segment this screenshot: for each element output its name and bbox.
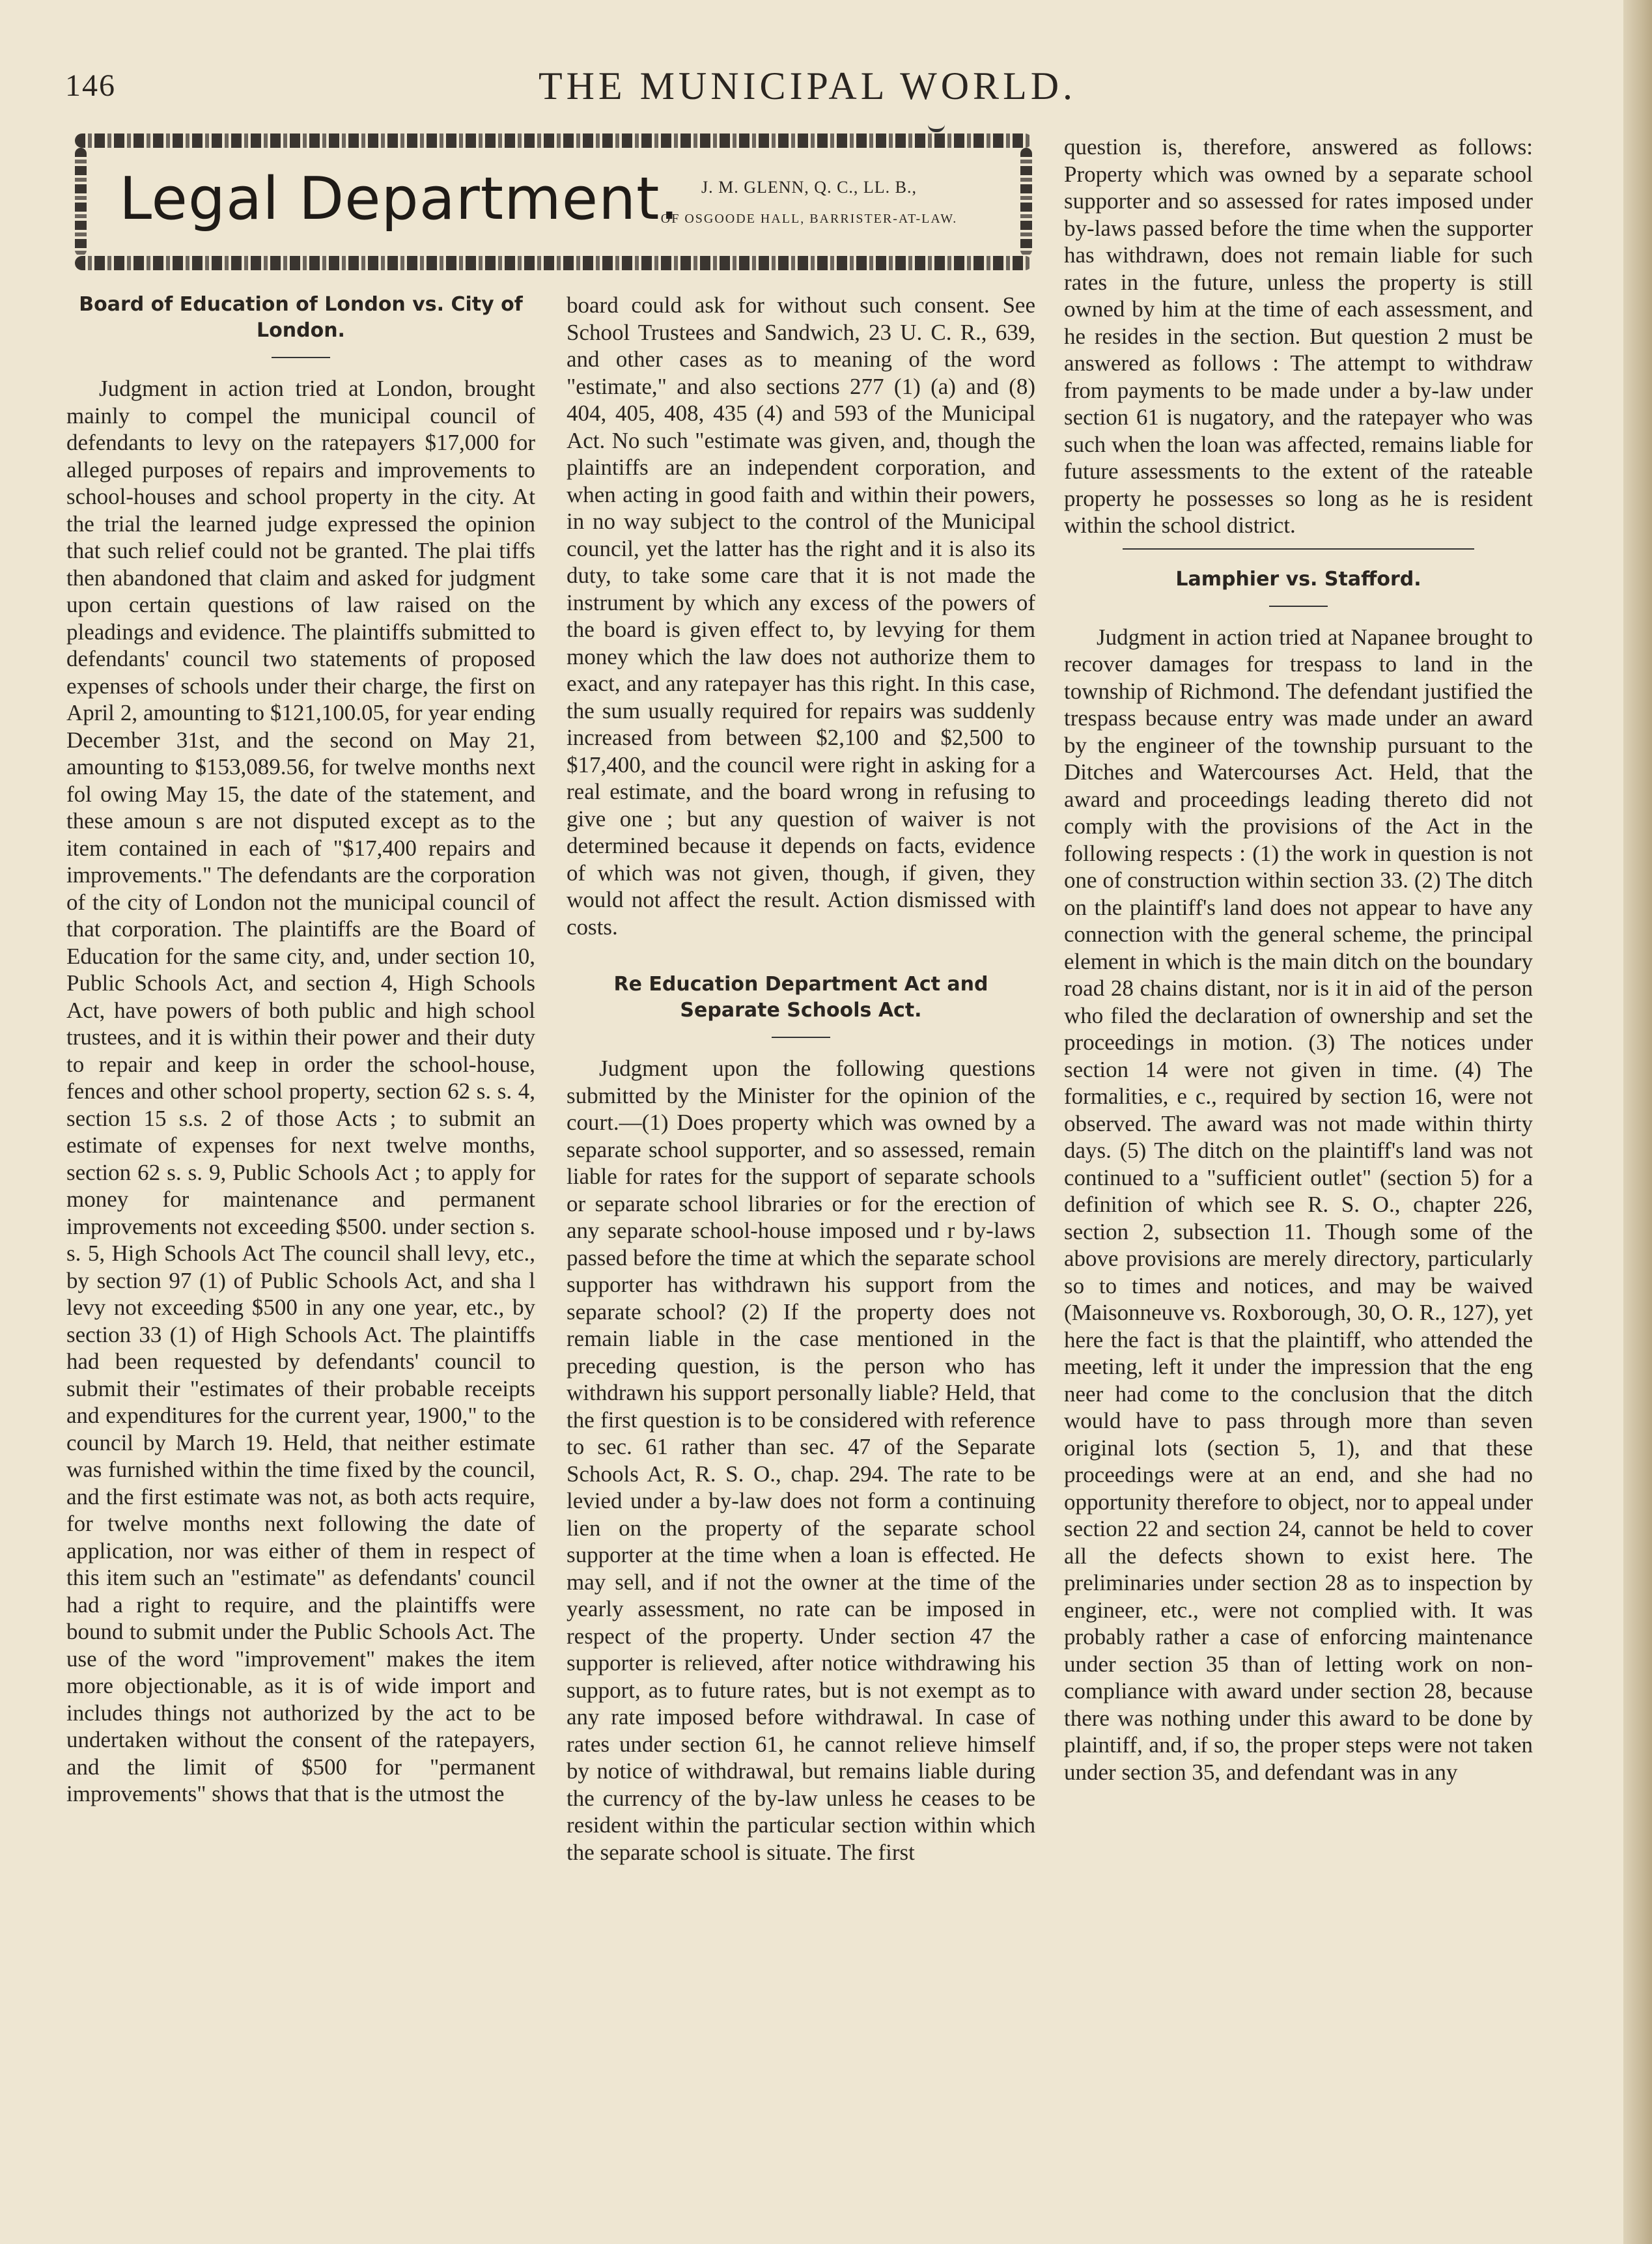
case-heading-lamphier: Lamphier vs. Stafford. (1175, 567, 1421, 591)
department-credential: OF OSGOODE HALL, BARRISTER-AT-LAW. (660, 212, 958, 226)
department-banner (75, 133, 1032, 270)
header-ornament (928, 121, 945, 132)
column-2 (567, 292, 1035, 2213)
banner-border-top (75, 133, 1032, 148)
case-body-separate-schools: Judgment upon the following questions submitted by the Minister for the opinion of the court.—(1) Does property which was owned by a separate school supporter, and so assessed, remain liable for rates for the support of separate schools or separate school libraries or for the erection of any separate school-house imposed und r by-laws passed before the time at which the separate school supporter has withdrawn his support from the separate school? (2) If the property does not remain liable in the case mentioned in the preceding question, is the person who has withdrawn his support personally liable? Held, that the first question is to be considered with reference to sec. 61 rather than sec. 47 of the Separate Schools Act, R. S. O., chap. 294. The rate to be levied under a by-law does not form a continuing lien on the property of the separate school supporter at the time when a loan is effected. He may sell, and if not the owner at the time of the yearly assessment, no rate can be imposed in respect of the property. Under section 47 the supporter is relieved, after notice withdrawing his support, as to future rates, but is not exempt as to any rate imposed before withdrawal. In case of rates under section 61, he cannot relieve himself by notice of withdrawal, but remains liable during the currency of the by-law unless he ceases to be resident within the particular section within which the separate school is situate. The first (567, 1056, 1035, 1865)
case-body-lamphier: Judgment in action tried at Napanee brought to recover damages for trespass to land in the township of Richmond. The defendant justified the trespass because entry was made under an award by the engineer of the township pursuant to the Ditches and Watercourses Act. Held, that the award and proceedings leading thereto did not comply with the provisions of the Act in the following respects : (1) the work in question is not one of construction within section 33. (2) The ditch on the plaintiff's land does not appear to have any connection with the general scheme, the principal element in which is the main ditch on the boundary road 28 chains distant, nor is it in aid of the person who filed the declaration of ownership and set the proceedings in motion. (3) The notices under section 14 were not given in time. (4) The formalities, e c., required by section 16, were not observed. The award was not made within thirty days. (5) The ditch on the plaintiff's land was not continued to a "sufficient outlet" (section 5) for a definition of which see R. S. O., chapter 226, section 2, subsection 11. Though some of the above provisions are merely directory, particularly so to times and notices, and may be waived (Maisonneuve vs. Roxborough, 30, O. R., 127), yet here the fact is that the plaintiff, who attended the meeting, left it under the impression that the eng neer had come to the conclusion that the ditch would have to pass through more than seven original lots (section 5, 1), and that these proceedings were at an end, and she had no opportunity therefore to object, nor to appeal under section 22 and section 24, cannot be held to cover all the defects shown to exist here. The preliminaries under section 28 as to inspection by engineer, etc., were not complied with. It was probably rather a case of enforcing maintenance under section 35 than of letting work on non-compliance with award under section 28, because there was nothing under this award to be done by plaintiff, and, if so, the proper steps were not taken under section 35, and defendant was in any (1064, 624, 1533, 1785)
department-author: J. M. GLENN, Q. C., LL. B., (701, 178, 917, 197)
banner-border-bottom (75, 256, 1032, 270)
section-divider-rule (1123, 548, 1474, 550)
case-heading-separate-schools: Re Education Department Act and Separate Schools Act. (613, 973, 988, 1022)
heading-rule (1269, 606, 1328, 607)
heading-rule (772, 1037, 830, 1038)
column-3 (1064, 133, 1533, 2055)
case-body-board-of-education: Judgment in action tried at London, brought mainly to compel the municipal council of defendants to levy on the ratepayers $17,000 for alleged purposes of repairs and improvements to school-houses and school property in the city. At the trial the learned judge expressed the opinion that such relief could not be granted. The plai tiffs then abandoned that claim and asked for judgment upon certain questions of law raised on the pleadings and evidence. The plaintiffs submitted to defendants' council two statements of proposed expenses of schools under their charge, the first on April 2, amounting to $121,100.05, for year ending December 31st, and the second on May 21, amounting to $153,089.56, for twelve months next fol owing May 15, the date of the statement, and these amoun s are not disputed except as to the item contained in each of "$17,400 repairs and improvements." The defendants are the corporation of the city of London not the municipal council of that corporation. The plaintiffs are the Board of Education for the same city, and, under section 10, Public Schools Act, and section 4, High Schools Act, have powers of both public and high school trustees, and it is within their power and their duty to repair and keep in order the school-house, fences and other school property, section 62 s. s. 4, section 15 s.s. 2 of those Acts ; to submit an estimate of expenses for next twelve months, section 62 s. s. 9, Public Schools Act ; to apply for money for maintenance and permanent improvements not exceeding $500. under section s. s. 5, High Schools Act The council shall levy, etc., by section 97 (1) of Public Schools Act, and sha l levy not exceeding $500 in any one year, etc., by section 33 (1) of High Schools Act. The plaintiffs had been requested by defendants' council to submit their "estimates of their probable receipts and expenditures for the current year, 1900," to the council by March 19. Held, that neither estimate was furnished within the time fixed by the council, and the first estimate was not, as both acts require, for twelve months next following the date of application, nor was either of them in respect of this item such an "estimate" as defendants' council had a right to require, and the plaintiffs were bound to submit under the Public Schools Act. The use of the word "improvement" makes the item more objectionable, as it is of wide import and includes things not authorized by the act to be undertaken without the consent of the ratepayers, and the limit of $500 for "permanent improvements" shows that that is the utmost the (66, 376, 535, 1806)
masthead-title: THE MUNICIPAL WORLD. (538, 64, 1077, 107)
page-number: 146 (65, 68, 116, 103)
banner-border-left (75, 148, 87, 256)
page-edge (1623, 0, 1652, 2244)
case-continuation-separate-schools: question is, therefore, answered as follows: Property which was owned by a separate school supporter and so assessed for rates imposed under by-laws passed before the time when the supporter has withdrawn, does not remain liable for such rates in the future, unless the property is still owned by him at the time of each assessment, and he resides in the section. But question 2 must be answered as follows : The attempt to withdraw from payments to be made under a by-law under section 61 is nugatory, and the ratepayer who was such when the loan was affected, remains liable for future assessments to the extent of the rateable property he possesses so long as he is resident within the school district. (1064, 134, 1533, 538)
case-heading-board-of-education: Board of Education of London vs. City of London. (79, 293, 523, 342)
department-title: Legal Department. (119, 165, 680, 233)
case-continuation-board-of-education: board could ask for without such consent. See School Trustees and Sandwich, 23 U. C. R., 639, and other cases as to meaning of the word "estimate," and also sections 277 (1) (a) and (8) 404, 405, 408, 435 (4) and 593 of the Municipal Act. No such "estimate was given, and, though the plaintiffs are an independent corporation, and when acting in good faith and within their powers, in no way subject to the control of the Municipal council, yet the latter has the right and it is also its duty, to take some care that it is not made the instrument by which any excess of the powers of the board is given effect to, by levying for them money which the law does not authorize them to exact, and any ratepayer has this right. In this case, the sum usually required for repairs was suddenly increased from between $2,100 and $2,500 to $17,400, and the council were right in asking for a real estimate, and the board wrong in refusing to give one ; but any question of waiver is not determined because it depends on facts, evidence of which was not given, though, if given, they would not affect the result. Action dismissed with costs. (567, 292, 1035, 940)
heading-rule (272, 357, 330, 358)
column-1 (66, 292, 535, 2213)
section-gap (567, 940, 1035, 972)
banner-border-right (1020, 148, 1032, 256)
